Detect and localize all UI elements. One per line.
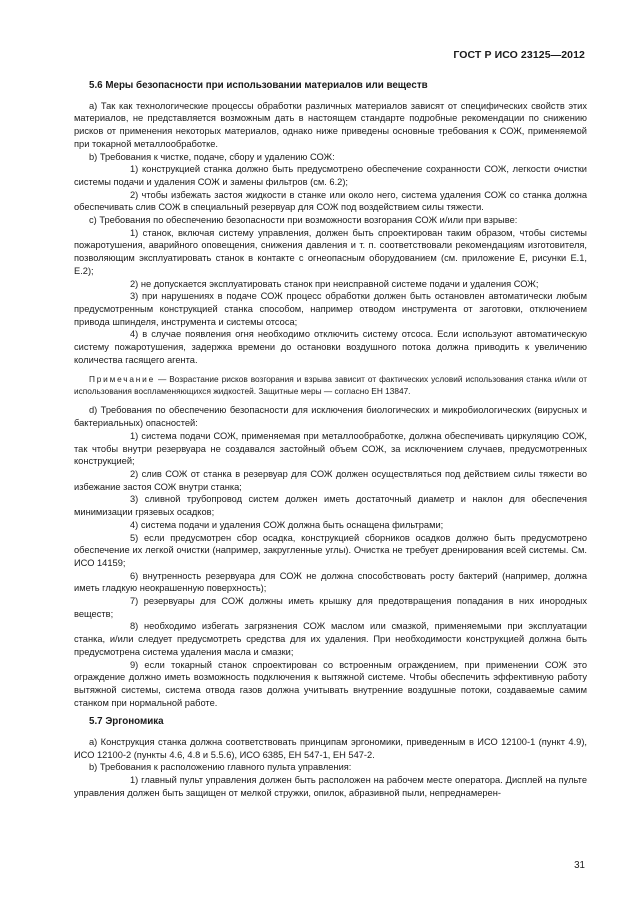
paragraph-5-6-d6: 6) внутренность резервуара для СОЖ не должна способствовать росту бактерий (например, должна иметь гладкую неокрашенную поверхность);	[74, 570, 587, 594]
section-5-7-heading: 5.7 Эргономика	[89, 716, 164, 728]
paragraph-5-6-c3: 3) при нарушениях в подаче СОЖ процесс обработки должен быть остановлен автоматически любым предусмотренным конструкцией станка способом, например отводом инструмента от заготовки, отключением привода шпинделя, инструмента и системы отсоса;	[74, 291, 587, 327]
paragraph-5-6-c4: 4) в случае появления огня необходимо отключить систему отсоса. Если используют автоматическую систему пожаротушения, задержка времени до остановки воздушного потока должна приводить к увеличению количества гасящего агента.	[74, 329, 587, 365]
paragraph-5-6-d: d) Требования по обеспечению безопасности для исключения биологических и микробиологических (вирусных и бактериальных) опасностей:	[74, 405, 587, 429]
paragraph-5-6-b1: 1) конструкцией станка должно быть предусмотрено обеспечение сохранности СОЖ, легкости очистки системы подачи и удаления СОЖ и замены фильтров (см. 6.2);	[74, 164, 587, 187]
paragraph-5-7-a: а) Конструкция станка должна соответствовать принципам эргономики, приведенным в ИСО 12100-1 (пункт 4.9), ИСО 12100-2 (пункты 4.6, 4.8 и 5.5.6), ИСО 6385, ЕН 547-1, ЕН 547-2.	[74, 737, 587, 760]
note-text: — Возрастание рисков возгорания и взрыва зависит от фактических условий использования станка и/или от использования воспламеняющихся жидкостей. Защитные меры — согласно ЕН 13847.	[74, 374, 587, 397]
paragraph-5-6-d7: 7) резервуары для СОЖ должны иметь крышку для предотвращения попадания в них инородных веществ;	[74, 596, 587, 619]
section-5-6-heading: 5.6 Меры безопасности при использовании материалов или веществ	[89, 80, 428, 91]
paragraph-5-7-b: b) Требования к расположению главного пульта управления:	[89, 762, 352, 773]
paragraph-5-6-b: b) Требования к чистке, подаче, сбору и удалению СОЖ:	[89, 151, 335, 162]
page-number: 31	[574, 860, 585, 871]
paragraph-5-6-d2: 2) слив СОЖ от станка в резервуар для СОЖ должен осуществляться под действием силы тяжести во избежание застоя СОЖ внутри станка;	[74, 468, 587, 492]
paragraph-5-6-d8: 8) необходимо избегать загрязнения СОЖ маслом или смазкой, применяемыми при эксплуатации станка, и/или следует предусмотреть средства для их удаления. При необходимости конструкцией должна быть предусмотрена система удаления масла и смазки;	[74, 621, 587, 657]
paragraph-5-6-d5: 5) если предусмотрен сбор осадка, конструкцией сборников осадков должно быть предусмотрено обеспечение их легкой очистки (например, закругленные углы). Очистка не требует дренирования всей системы. См. ИСО 14159;	[74, 532, 587, 568]
paragraph-5-7-b1: 1) главный пульт управления должен быть расположен на рабочем месте оператора. Дисплей на пульте управления должен быть защищен от мелкой стружки, опилок, абразивной пыли, непреднамерен-	[74, 775, 587, 798]
paragraph-5-6-b2: 2) чтобы избежать застоя жидкости в станке или около него, система удаления СОЖ со станка должна обеспечивать слив СОЖ в специальный резервуар для СОЖ под воздействием силы тяжести.	[74, 189, 587, 213]
paragraph-5-6-c: с) Требования по обеспечению безопасности при возможности возгорания СОЖ и/или при взрыве:	[89, 215, 518, 226]
paragraph-5-6-c2: 2) не допускается эксплуатировать станок при неисправной системе подачи и удаления СОЖ;	[130, 278, 539, 289]
paragraph-5-6-d3: 3) сливной трубопровод систем должен иметь достаточный диаметр и наклон для обеспечения минимизации грязевых осадков;	[74, 494, 587, 518]
note-block	[74, 373, 587, 397]
page-body	[74, 80, 587, 800]
paragraph-5-6-a: а) Так как технологические процессы обработки различных материалов зависят от специфических свойств этих материалов, не представляется возможным дать в настоящем стандарте подробные рекомендации по снижению рисков от применения некоторых материалов, однако ниже приведены основные требования к СОЖ, применяемой при токарной металлообработке.	[74, 100, 587, 149]
document-id-header: ГОСТ Р ИСО 23125—2012	[453, 49, 585, 61]
note-label: Примечание	[89, 374, 156, 385]
paragraph-5-6-d1: 1) система подачи СОЖ, применяемая при металлообработке, должна обеспечивать циркуляцию СОЖ, так чтобы внутри резервуара не создавался застойный объем СОЖ, за исключением случаев, предусмотренных конструкцией;	[74, 430, 587, 467]
paragraph-5-6-d4: 4) система подачи и удаления СОЖ должна быть оснащена фильтрами;	[130, 519, 444, 530]
paragraph-5-6-d9: 9) если токарный станок спроектирован со встроенным ограждением, при применении СОЖ это ограждение должно иметь возможность подключения к вытяжной системе. Чтобы обеспечить эффективную работу вытяжной системы, система отвода газов должна учитывать внутренние воздушные потоки, создаваемые самим станком при нормальной работе.	[74, 659, 587, 708]
paragraph-5-6-c1: 1) станок, включая систему управления, должен быть спроектирован таким образом, чтобы системы пожаротушения, аварийного оповещения, снижения давления и т. п. соответствовали рекомендациям изготовителя, позволяющим эксплуатировать станок в контакте с огнеопасным оборудованием (см. приложение Е, рисунки Е.1, Е.2);	[74, 227, 587, 276]
